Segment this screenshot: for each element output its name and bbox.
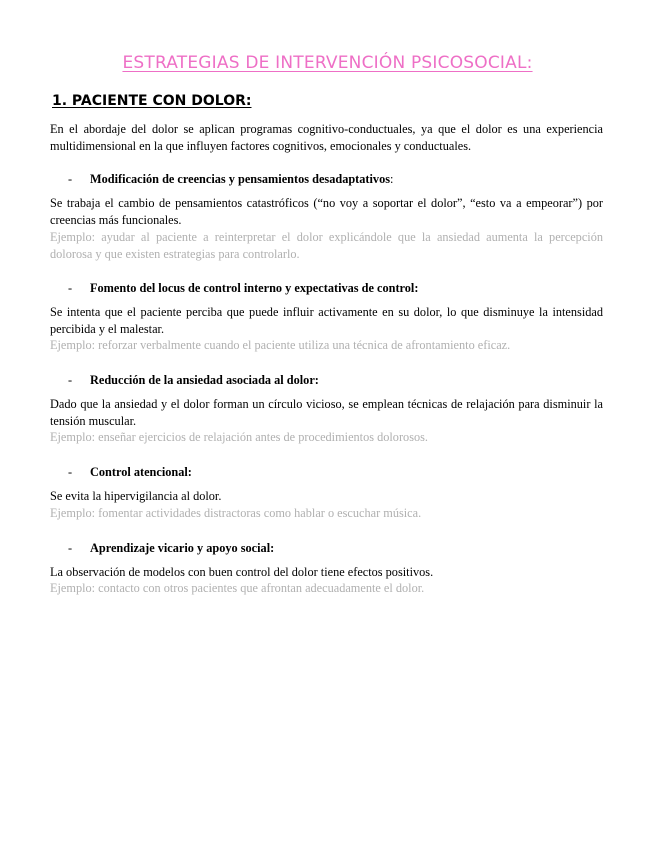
strategy-1-example: Ejemplo: ayudar al paciente a reinterpretar el dolor explicándole que la ansiedad aumenta la percepción dolorosa y que existen estrategias para controlarlo. [50,230,603,261]
strategy-3-description: Dado que la ansiedad y el dolor forman un círculo vicioso, se emplean técnicas de relajación para disminuir la tensión muscular. [50,397,603,428]
bullet-dash: - [68,465,73,479]
strategy-5-title: Aprendizaje vicario y apoyo social: [90,541,275,555]
strategy-1-title-suffix: : [390,172,394,186]
strategy-4-title: Control atencional: [90,465,192,479]
strategy-2-heading [68,280,418,296]
strategy-2-example: Ejemplo: reforzar verbalmente cuando el paciente utiliza una técnica de afrontamiento eficaz. [50,338,511,352]
strategy-2-description: Se intenta que el paciente perciba que puede influir activamente en su dolor, lo que disminuye la intensidad percibida y el malestar. [50,305,603,336]
strategy-5-example: Ejemplo: contacto con otros pacientes que afrontan adecuadamente el dolor. [50,581,425,595]
strategy-1-heading [68,171,393,187]
bullet-dash: - [68,373,73,387]
strategy-4-example: Ejemplo: fomentar actividades distractoras como hablar o escuchar música. [50,506,422,520]
strategy-3-example: Ejemplo: enseñar ejercicios de relajación antes de procedimientos dolorosos. [50,430,428,444]
document-title: ESTRATEGIAS DE INTERVENCIÓN PSICOSOCIAL: [122,53,533,73]
section-heading: 1. PACIENTE CON DOLOR: [52,93,252,109]
strategy-5-heading [68,540,274,556]
strategy-1-description: Se trabaja el cambio de pensamientos catastróficos (“no voy a soportar el dolor”, “esto va a empeorar”) por creencias más funcionales. [50,196,603,227]
strategy-5-description: La observación de modelos con buen control del dolor tiene efectos positivos. [50,565,434,579]
bullet-dash: - [68,281,73,295]
bullet-dash: - [68,541,73,555]
bullet-dash: - [68,172,73,186]
strategy-3-title: Reducción de la ansiedad asociada al dolor: [90,373,319,387]
strategy-4-description: Se evita la hipervigilancia al dolor. [50,489,222,503]
strategy-4-heading [68,464,192,480]
intro-paragraph: En el abordaje del dolor se aplican programas cognitivo-conductuales, ya que el dolor es una experiencia multidimensional en la que influyen factores cognitivos, emocionales y conductuales. [50,122,603,153]
strategy-3-heading [68,372,319,388]
strategy-2-title: Fomento del locus de control interno y expectativas de control: [90,281,419,295]
strategy-1-title: Modificación de creencias y pensamientos desadaptativos [90,172,391,186]
